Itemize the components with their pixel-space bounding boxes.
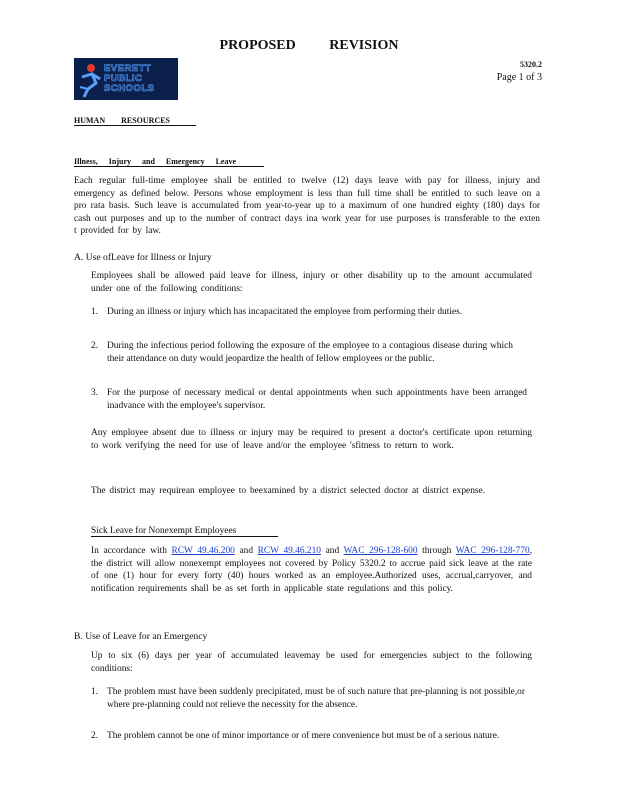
item-text: During an illness or injury which has incapacitated the employee from performing their duties. <box>107 307 463 317</box>
section-heading: Illness, Injury and Emergency Leave <box>74 157 264 167</box>
sick-text-pre: In accordance with <box>91 546 172 556</box>
rcw-49-46-210-link[interactable]: RCW 49.46.210 <box>257 546 321 556</box>
item-number: 2. <box>91 731 99 741</box>
document-title: PROPOSED REVISION <box>219 38 399 53</box>
item-number: 3. <box>91 388 99 398</box>
item-number: 1. <box>91 307 99 317</box>
department-label: HUMAN RESOURCES <box>74 116 196 126</box>
item-number: 2. <box>91 341 99 351</box>
sick-text-post: , the district will allow nonexempt employees not covered by Policy 5320.2 to accrue paid sick leave at the rate of one (1) hour for every forty (40) hours worked as an employee.Authorized uses, accrual,carryover, and notification requirements shall be as set forth in applicable state regulations and this policy. <box>91 546 533 594</box>
sick-text-mid1: and <box>234 546 258 556</box>
logo-line-3: SCHOOLS <box>104 83 155 94</box>
policy-number: 5320.2 <box>520 60 542 69</box>
part-a-item-1 <box>91 306 525 334</box>
logo-line-2: PUBLIC <box>104 73 143 84</box>
item-number: 1. <box>91 687 99 697</box>
wac-296-128-770-link[interactable]: WAC 296-128-770 <box>455 546 530 556</box>
wac-296-128-600-link[interactable]: WAC 296-128-600 <box>343 546 418 556</box>
intro-paragraph: Each regular full-time employee shall be entitled to twelve (12) days leave with pay for illness, injury and emergency as defined below. Persons whose employment is less than full time shall be entitled to such leave on a pro rata basis. Such leave is accumulated from year-to-year up to a maximum of one hundred eighty (180) days for cash out purposes and up to the number of contract days ina work year for use purposes is transferable to the exten t provided for by law. <box>74 176 540 237</box>
part-a-item-3 <box>91 387 527 415</box>
doctor-certificate-paragraph: Any employee absent due to illness or injury may be required to present a doctor's certificate upon returning to work verifying the need for use of leave and/or the employee 'sfitness to return to work. <box>91 428 532 451</box>
logo-line-1: EVERETT <box>104 63 152 74</box>
item-text: The problem cannot be one of minor importance or of mere convenience but must be of a serious nature. <box>107 731 500 741</box>
sick-leave-heading: Sick Leave for Nonexempt Employees <box>91 526 278 537</box>
sick-leave-paragraph <box>91 545 532 595</box>
sick-text-mid3: through <box>417 546 456 556</box>
part-b-intro: Up to six (6) days per year of accumulated leavemay be used for emergencies subject to the following conditions: <box>91 651 532 674</box>
item-text: During the infectious period following the exposure of the employee to a contagious disease during which their attendance on duty would jeopardize the health of fellow employees or the public. <box>107 341 513 364</box>
part-b-heading: B. Use of Leave for an Emergency <box>74 631 208 642</box>
page-number: Page 1 of 3 <box>496 72 542 83</box>
sick-text-mid2: and <box>320 546 344 556</box>
district-logo <box>74 58 178 100</box>
item-text: The problem must have been suddenly precipitated, must be of such nature that pre-planning is not possible,or where pre-planning could not relieve the necessity for the absence. <box>107 687 525 710</box>
rcw-49-46-200-link[interactable]: RCW 49.46.200 <box>171 546 235 556</box>
part-b-item-2 <box>91 730 541 758</box>
part-b-item-1 <box>91 686 525 726</box>
part-a-heading: A. Use ofLeave for Illness or Injury <box>74 252 212 263</box>
part-a-item-2 <box>91 340 513 380</box>
item-text: For the purpose of necessary medical or dental appointments when such appointments have been arranged inadvance with the employee's supervisor. <box>107 388 527 411</box>
runner-icon <box>74 59 104 99</box>
district-exam-paragraph: The district may requirean employee to beexamined by a district selected doctor at district expense. <box>91 486 486 496</box>
part-a-intro: Employees shall be allowed paid leave for illness, injury or other disability up to the amount accumulated under one of the following conditions: <box>91 271 532 294</box>
